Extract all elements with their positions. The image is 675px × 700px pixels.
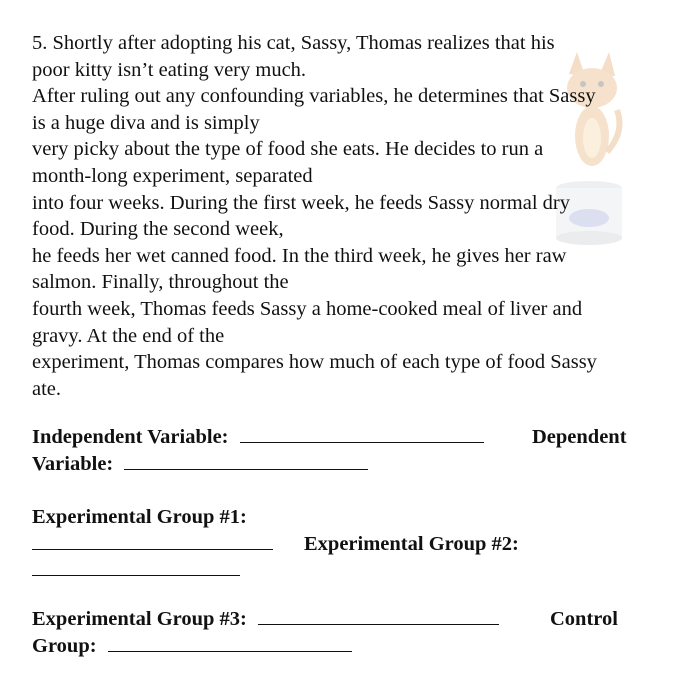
control-group-answer-blank[interactable] bbox=[108, 634, 352, 652]
question-line: 5. Shortly after adopting his cat, Sassy, Thomas realizes that his bbox=[32, 32, 555, 54]
dependent-variable-label-continued: Variable: bbox=[32, 453, 114, 475]
control-group-label: Control bbox=[550, 608, 618, 630]
question-line: very picky about the type of food she eats. He decides to run a bbox=[32, 138, 544, 161]
question-line: month-long experiment, separated bbox=[32, 164, 313, 187]
control-group-row bbox=[32, 633, 352, 660]
experimental-group-3-label: Experimental Group #3: bbox=[32, 608, 247, 630]
question-line: into four weeks. During the first week, he feeds Sassy normal dry bbox=[32, 191, 570, 214]
independent-variable-row bbox=[32, 424, 484, 451]
experimental-group-2-answer-row bbox=[32, 557, 240, 584]
experimental-group-1-answer-blank[interactable] bbox=[32, 532, 273, 550]
experimental-group-1-row bbox=[32, 504, 247, 531]
question-line: he feeds her wet canned food. In the third week, he gives her raw bbox=[32, 244, 567, 267]
question-line: ate. bbox=[32, 377, 62, 400]
experimental-group-3-answer-blank[interactable] bbox=[258, 607, 499, 625]
experimental-group-1-answer-row bbox=[32, 531, 273, 558]
question-line: experiment, Thomas compares how much of each type of food Sassy bbox=[32, 351, 597, 374]
experimental-group-1-label: Experimental Group #1: bbox=[32, 506, 247, 528]
question-line: After ruling out any confounding variables, he determines that Sassy bbox=[32, 85, 596, 108]
experimental-group-2-label: Experimental Group #2: bbox=[304, 533, 519, 555]
question-line: is a huge diva and is simply bbox=[32, 111, 260, 134]
dependent-variable-answer-blank[interactable] bbox=[124, 452, 368, 470]
control-group-label-continued: Group: bbox=[32, 635, 97, 657]
question-line: poor kitty isn’t eating very much. bbox=[32, 58, 307, 81]
dependent-variable-row bbox=[32, 451, 368, 478]
experimental-group-3-row bbox=[32, 606, 499, 633]
question-line: food. During the second week, bbox=[32, 218, 284, 241]
question-paragraph bbox=[32, 30, 647, 402]
experimental-group-2-answer-blank[interactable] bbox=[32, 558, 240, 576]
question-line: gravy. At the end of the bbox=[32, 324, 225, 347]
question-line: salmon. Finally, throughout the bbox=[32, 271, 289, 294]
independent-variable-answer-blank[interactable] bbox=[240, 425, 484, 443]
question-line: fourth week, Thomas feeds Sassy a home-cooked meal of liver and bbox=[32, 297, 583, 320]
independent-variable-label: Independent Variable: bbox=[32, 426, 229, 448]
dependent-variable-label: Dependent bbox=[532, 426, 627, 448]
